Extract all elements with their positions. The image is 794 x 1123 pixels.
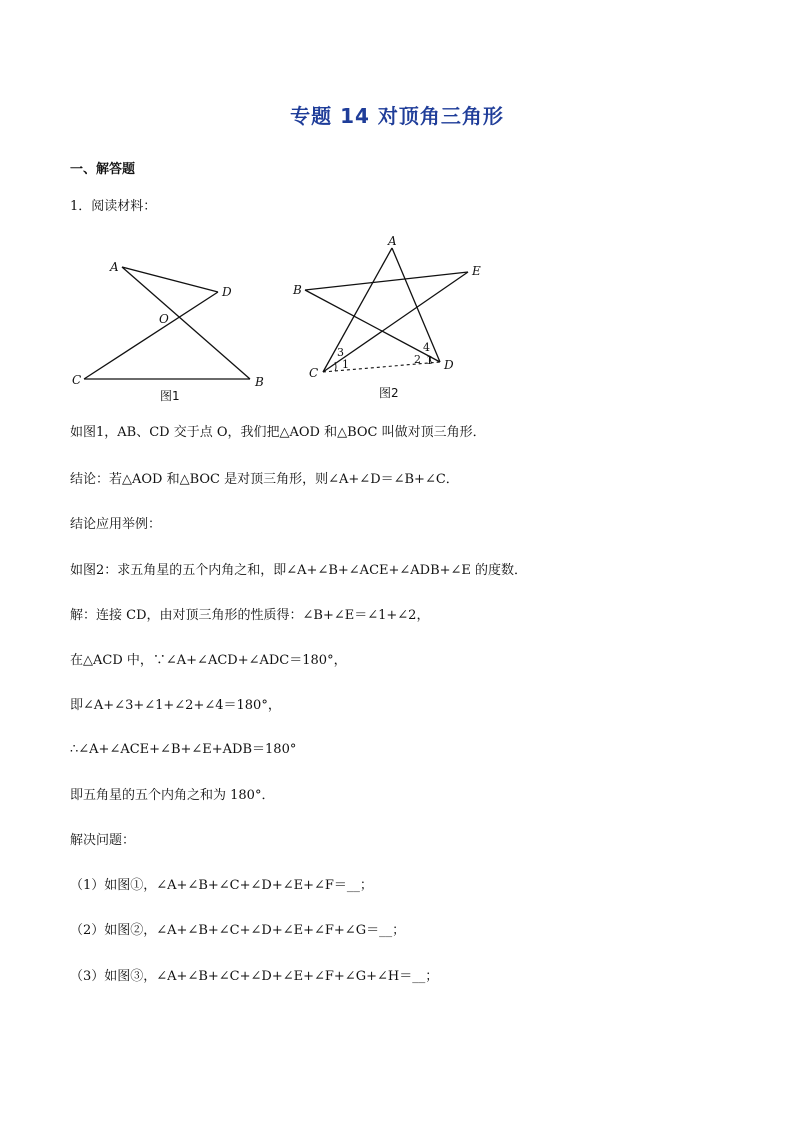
segment-cd — [84, 292, 218, 379]
figure-2-caption: 图2 — [379, 386, 399, 400]
label-b: B — [255, 375, 264, 389]
figure-1 — [60, 250, 290, 414]
segment-ac — [323, 248, 392, 372]
text-line-5: 解：连接 CD，由对顶三角形的性质得：∠B+∠E＝∠1+∠2， — [70, 608, 430, 623]
text-line-10: 解决问题： — [70, 833, 136, 848]
text-line-7: 即∠A+∠3+∠1+∠2+∠4＝180°， — [70, 698, 281, 713]
angle-label-2: 2 — [414, 353, 421, 366]
angle-label-1-c: 1 — [342, 358, 349, 371]
segment-cd-dashed — [323, 362, 440, 372]
angle-mark-c — [335, 362, 336, 371]
text-line-6: 在△ACD 中，∵∠A+∠ACD+∠ADC＝180°， — [70, 653, 347, 668]
question-part-2: （2）如图②，∠A+∠B+∠C+∠D+∠E+∠F+∠G＝__； — [70, 923, 406, 938]
section-heading: 一、解答题 — [70, 162, 136, 177]
segment-be — [305, 272, 468, 290]
question-1-intro: 1．阅读材料： — [70, 199, 157, 214]
angle-label-1-d: 1 — [426, 354, 433, 367]
segment-ad — [392, 248, 440, 362]
text-line-1: 如图1，AB、CD 交于点 O，我们把△AOD 和△BOC 叫做对顶三角形． — [70, 425, 486, 440]
page-title: 专题 14 对顶角三角形 — [290, 104, 504, 128]
label-c: C — [309, 366, 319, 380]
label-o: O — [159, 312, 169, 326]
text-line-2: 结论：若△AOD 和△BOC 是对顶三角形，则∠A+∠D＝∠B+∠C． — [70, 472, 459, 487]
angle-label-4: 4 — [423, 341, 430, 354]
label-e: E — [472, 264, 481, 278]
text-line-9: 即五角星的五个内角之和为 180°． — [70, 788, 275, 803]
segment-bd — [305, 290, 440, 362]
text-line-4: 如图2：求五角星的五个内角之和，即∠A+∠B+∠ACE+∠ADB+∠E 的度数． — [70, 563, 528, 578]
question-part-1: （1）如图①，∠A+∠B+∠C+∠D+∠E+∠F＝__； — [70, 878, 373, 893]
label-d: D — [444, 358, 454, 372]
label-a: A — [388, 234, 397, 248]
segment-ce — [323, 272, 468, 372]
text-line-8: ∴∠A+∠ACE+∠B+∠E+ADB＝180° — [70, 742, 297, 757]
figure-1-caption: 图1 — [160, 389, 180, 403]
text-line-3: 结论应用举例： — [70, 517, 162, 532]
label-c: C — [72, 373, 82, 387]
figure-2 — [285, 232, 495, 411]
label-b: B — [293, 283, 302, 297]
label-a: A — [110, 260, 119, 274]
angle-label-3: 3 — [337, 346, 344, 359]
label-d: D — [222, 285, 232, 299]
question-part-3: （3）如图③，∠A+∠B+∠C+∠D+∠E+∠F+∠G+∠H＝__； — [70, 969, 439, 984]
